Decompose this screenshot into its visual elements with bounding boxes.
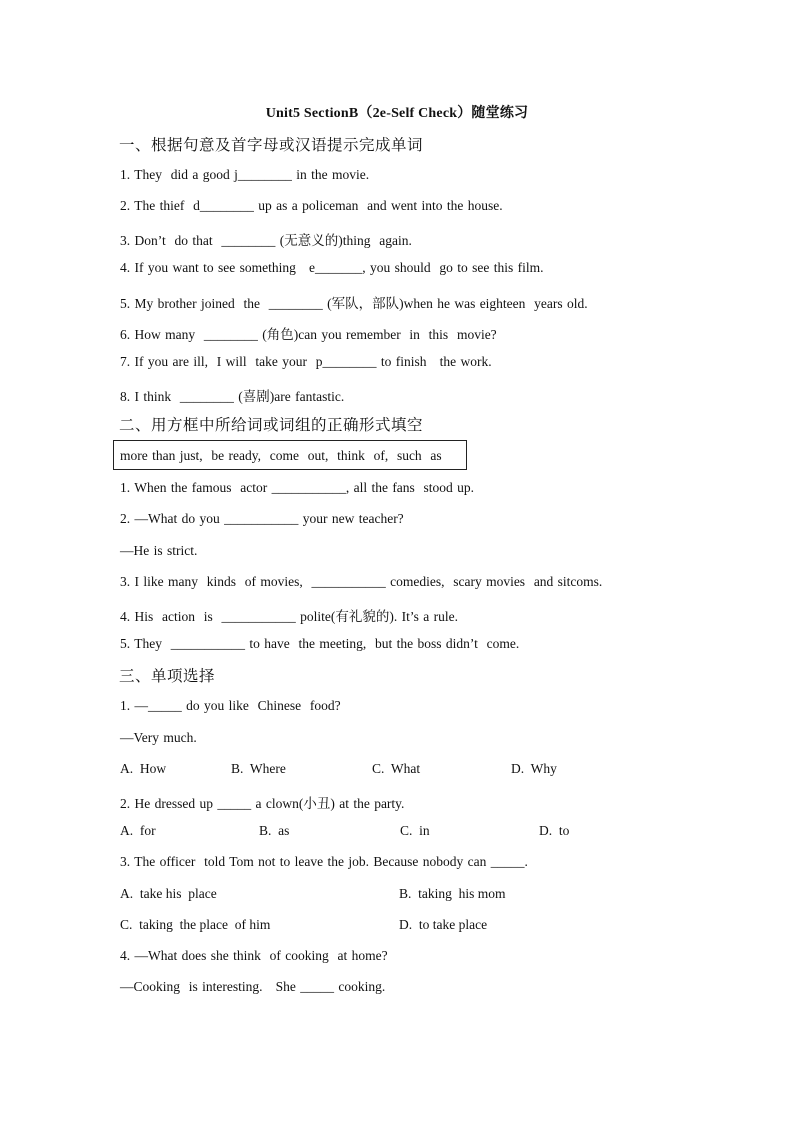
mcq-2-option-d: D. to bbox=[539, 823, 570, 838]
mcq-3-option-d: D. to take place bbox=[399, 917, 488, 932]
section-1-heading: 一、根据句意及首字母或汉语提示完成单词 bbox=[119, 136, 424, 154]
mcq-3-option-b: B. taking his mom bbox=[399, 886, 506, 901]
word-bank-text: more than just, be ready, come out, think of, such as bbox=[120, 448, 442, 463]
mcq-3-option-a: A. take his place bbox=[120, 886, 217, 901]
mcq-4-stem: 4. —What does she think of cooking at home? bbox=[120, 948, 388, 963]
mcq-2-option-b: B. as bbox=[259, 823, 290, 838]
part1-question-1: 1. They did a good j________ in the movie. bbox=[120, 167, 370, 182]
mcq-3-option-c: C. taking the place of him bbox=[120, 917, 271, 932]
worksheet-title: Unit5 SectionB（2e-Self Check）随堂练习 bbox=[265, 106, 529, 121]
part2-question-4: 4. His action is ___________ polite(有礼貌的). It’s a rule. bbox=[120, 609, 458, 624]
section-2-heading: 二、用方框中所给词或词组的正确形式填空 bbox=[119, 416, 424, 434]
mcq-1-reply: —Very much. bbox=[120, 730, 197, 745]
part1-question-2: 2. The thief d________ up as a policeman and went into the house. bbox=[120, 198, 503, 213]
mcq-1-option-b: B. Where bbox=[231, 761, 286, 776]
mcq-1-option-a: A. How bbox=[120, 761, 167, 776]
part2-answer-2: —He is strict. bbox=[120, 543, 198, 558]
mcq-3-stem: 3. The officer told Tom not to leave the job. Because nobody can _____. bbox=[120, 854, 528, 869]
part1-question-7: 7. If you are ill, I will take your p________ to finish the work. bbox=[120, 354, 492, 369]
mcq-1-option-c: C. What bbox=[372, 761, 421, 776]
mcq-2-stem: 2. He dressed up _____ a clown(小丑) at the party. bbox=[120, 796, 405, 811]
section-3-heading: 三、单项选择 bbox=[119, 667, 216, 685]
part2-question-3: 3. I like many kinds of movies, ___________ comedies, scary movies and sitcoms. bbox=[120, 574, 603, 589]
part1-question-5: 5. My brother joined the ________ (军队，部队)when he was eighteen years old. bbox=[120, 296, 588, 311]
part1-question-4: 4. If you want to see something e_______, you should go to see this film. bbox=[120, 260, 544, 275]
mcq-4-reply: —Cooking is interesting. She _____ cooking. bbox=[120, 979, 386, 994]
mcq-2-option-c: C. in bbox=[400, 823, 430, 838]
part2-question-1: 1. When the famous actor ___________, all the fans stood up. bbox=[120, 480, 475, 495]
mcq-2-option-a: A. for bbox=[120, 823, 156, 838]
part1-question-6: 6. How many ________ (角色)can you remember in this movie? bbox=[120, 327, 497, 342]
part1-question-3: 3. Don’t do that ________ (无意义的)thing again. bbox=[120, 233, 412, 248]
mcq-1-option-d: D. Why bbox=[511, 761, 557, 776]
word-bank-box bbox=[113, 440, 467, 470]
part1-question-8: 8. I think ________ (喜剧)are fantastic. bbox=[120, 389, 345, 404]
part2-question-2: 2. —What do you ___________ your new teacher? bbox=[120, 511, 404, 526]
mcq-1-stem: 1. —_____ do you like Chinese food? bbox=[120, 698, 341, 713]
part2-question-5: 5. They ___________ to have the meeting, but the boss didn’t come. bbox=[120, 636, 520, 651]
